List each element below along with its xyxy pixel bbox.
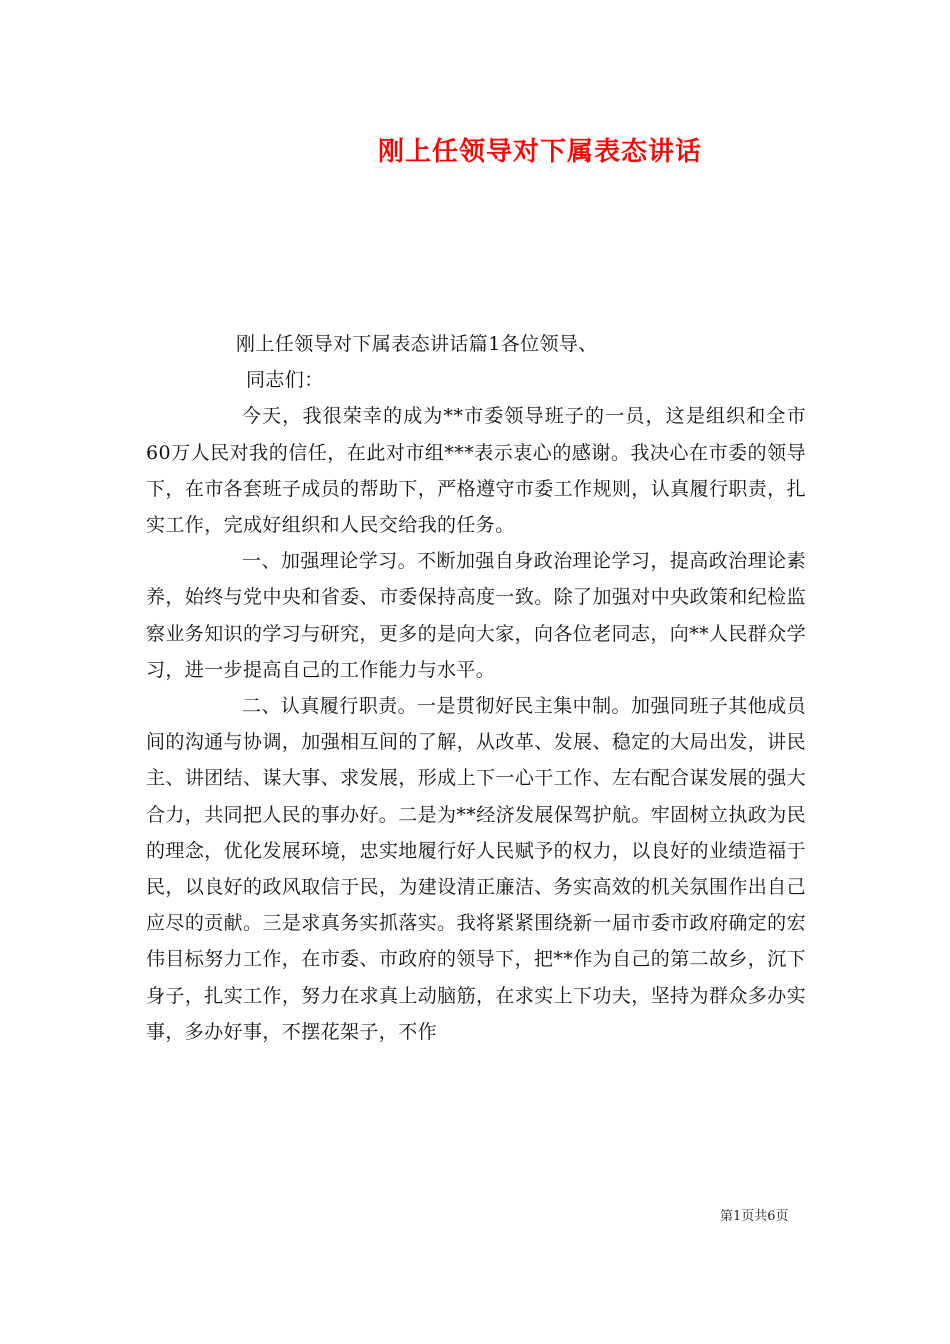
greeting-line: 同志们： — [246, 369, 324, 392]
intro-line: 刚上任领导对下属表态讲话篇1各位领导、 — [236, 333, 598, 355]
paragraph: 二、认真履行职责。一是贯彻好民主集中制。加强同班子其他成员间的沟通与协调，加强相互间的了解，从改革、发展、稳定的大局出发，讲民主、讲团结、谋大事、求发展，形成上下一心干工作、左右配合谋发展的强大合力，共同把人民的事办好。二是为**经济发展保驾护航。牢固树立执政为民的理念，优化发展环境，忠实地履行好人民赋予的权力，以良好的业绩造福于民，以良好的政风取信于民，为建设清正廉洁、务实高效的机关氛围作出自己应尽的贡献。三是求真务实抓落实。我将紧紧围绕新一届市委市政府确定的宏伟目标努力工作，在市委、市政府的领导下，把**作为自己的第二故乡，沉下身子，扎实工作，努力在求真上动脑筋，在求实上下功夫，坚持为群众多办实事，多办好事，不摆花架子，不作 — [146, 695, 807, 1043]
paragraph: 今天，我很荣幸的成为**市委领导班子的一员，这是组织和全市60万人民对我的信任，在此对市组***表示衷心的感谢。我决心在市委的领导下，在市各套班子成员的帮助下，严格遵守市委工作规则，认真履行职责，扎实工作，完成好组织和人民交给我的任务。 — [146, 405, 806, 537]
document-body — [146, 326, 806, 1050]
document-title: 刚上任领导对下属表态讲话 — [377, 137, 702, 167]
paragraph: 一、加强理论学习。不断加强自身政治理论学习，提高政治理论素养，始终与党中央和省委、市委保持高度一致。除了加强对中央政策和纪检监察业务知识的学习与研究，更多的是向大家，向各位老同志，向**人民群众学习，进一步提高自己的工作能力与水平。 — [146, 550, 807, 681]
page-number: 第1页共6页 — [720, 1209, 789, 1224]
